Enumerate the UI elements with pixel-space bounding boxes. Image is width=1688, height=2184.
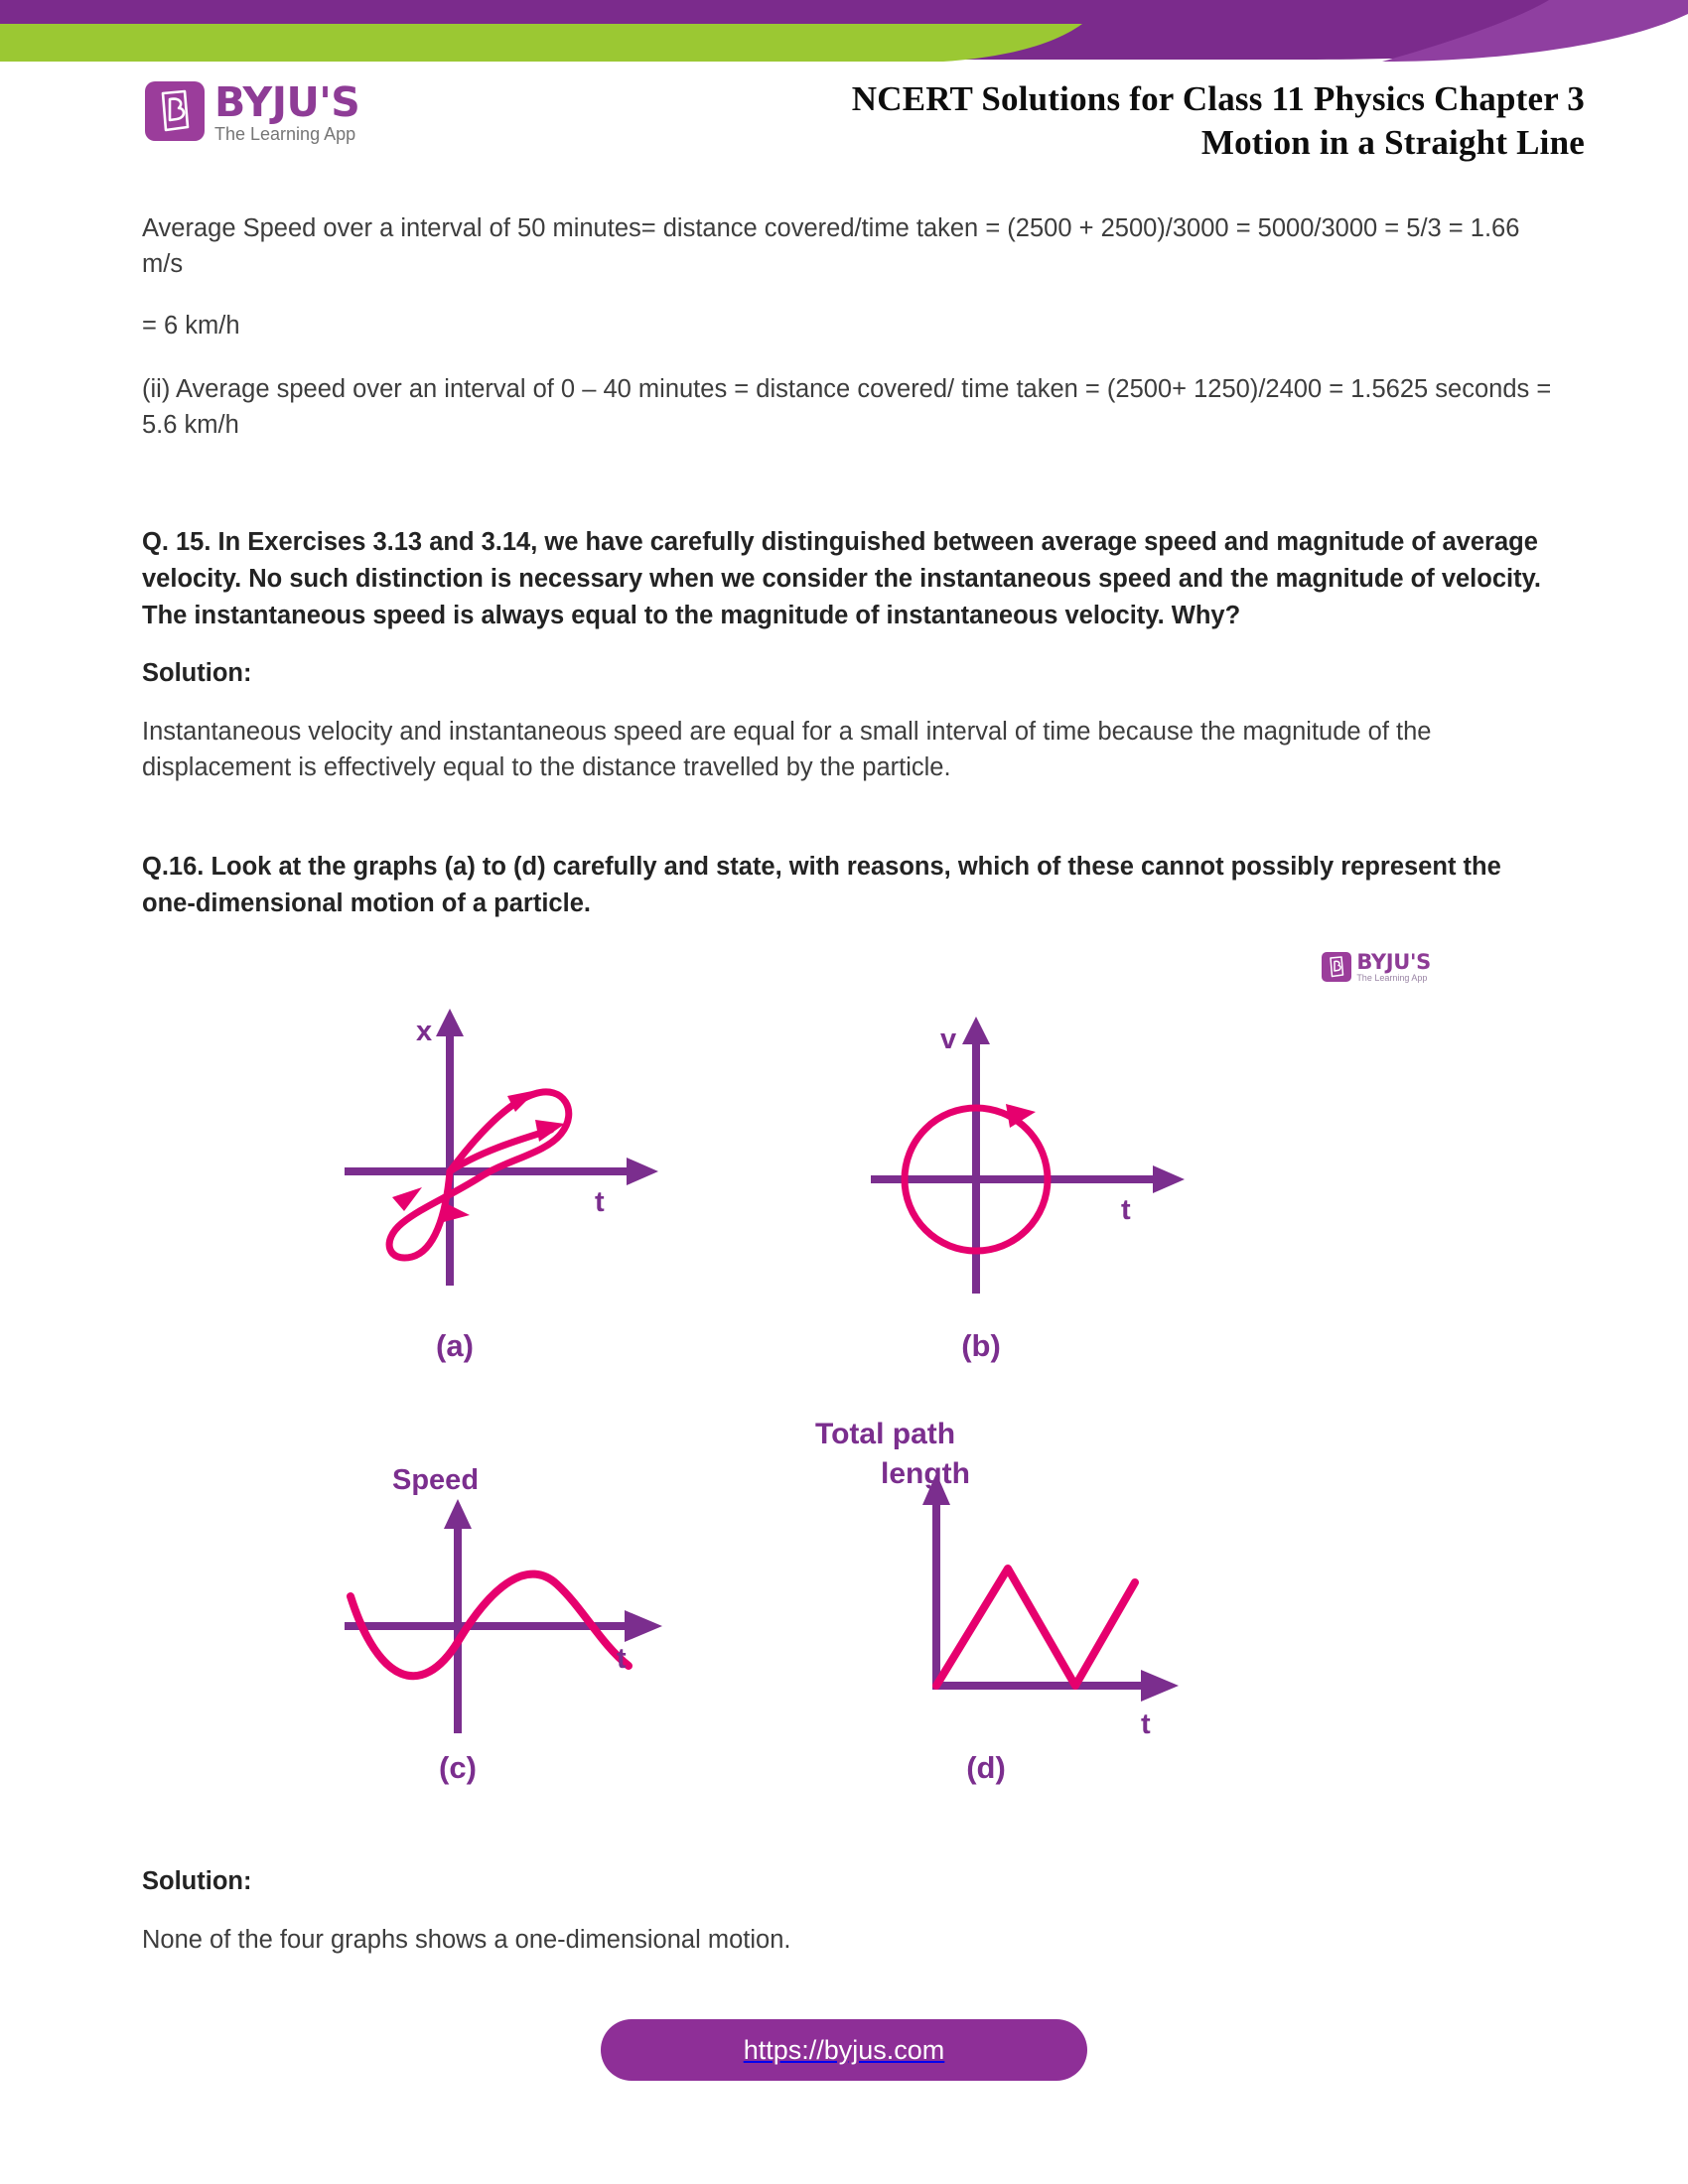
question-15-solution-text: Instantaneous velocity and instantaneous speed are equal for a small interval of time because the magnitude of the displacement is effectively equal to the distance travelled by the particle. (142, 718, 1432, 781)
question-16: Q.16. Look at the graphs (a) to (d) carefully and state, with reasons, which of these cannot possibly represent the one-dimensional motion of a particle. (142, 853, 1501, 917)
byjus-watermark-wordmark: BYJU'S (1356, 950, 1431, 974)
graph-a-y-axis-label: x (416, 1016, 433, 1047)
graph-d (815, 1388, 1195, 1745)
question-15: Q. 15. In Exercises 3.13 and 3.14, we have carefully distinguished between average speed and magnitude of average velocity. No such distinction is necessary when we consider the instantaneous speed and the magnitude of velocity. The instantaneous speed is always equal to the magnitude of instantaneous velocity. Why? (142, 528, 1541, 629)
graph-a (331, 1013, 658, 1300)
question-16-solution-label: Solution: (142, 1867, 252, 1895)
byjus-logo (145, 78, 360, 144)
graph-b-y-axis-label: v (940, 1024, 957, 1055)
graph-d-caption: (d) (966, 1750, 1006, 1785)
graph-a-x-axis-label: t (595, 1186, 605, 1218)
graph-c-caption: (c) (439, 1750, 477, 1785)
page-title-line-1: NCERT Solutions for Class 11 Physics Chapter 3 (851, 79, 1585, 118)
graph-d-y-axis-label-line1: Total path (815, 1418, 956, 1450)
footer-website-link[interactable] (601, 2019, 1087, 2081)
question-16-solution-text: None of the four graphs shows a one-dimensional motion. (142, 1926, 791, 1954)
graph-c-y-axis-label: Speed (392, 1464, 480, 1496)
graph-c-x-axis-label: t (617, 1643, 627, 1675)
graph-d-x-axis-label: t (1141, 1708, 1151, 1740)
paragraph-average-speed-40min: (ii) Average speed over an interval of 0 – 40 minutes = distance covered/ time taken = (2500+ 1250)/2400 = 1.5625 seconds = 5.6 km/h (142, 375, 1552, 439)
byjus-logo-mark-icon (145, 81, 205, 141)
paragraph-average-speed-50min: Average Speed over a interval of 50 minutes= distance covered/time taken = (2500 + 2500)/3000 = 5000/3000 = 5/3 = 1.66 m/s (142, 214, 1520, 278)
document-body (142, 210, 1552, 944)
graph-c (331, 1457, 668, 1745)
graph-b-caption: (b) (961, 1328, 1001, 1363)
byjus-logo-wordmark: BYJU'S (214, 78, 360, 126)
footer-website-url: https://byjus.com (743, 2034, 945, 2065)
page-title-line-2: Motion in a Straight Line (1200, 123, 1585, 162)
graph-d-y-axis-label-line2: length (881, 1457, 970, 1490)
graph-b (857, 1021, 1185, 1308)
page-title (852, 77, 1585, 165)
header-banner (0, 0, 1688, 62)
paragraph-6kmh: = 6 km/h (142, 312, 240, 340)
byjus-watermark-tagline: The Learning App (1356, 973, 1428, 983)
graph-a-caption: (a) (436, 1328, 474, 1363)
graph-b-x-axis-label: t (1121, 1194, 1131, 1226)
question-16-solution-block (142, 1864, 1552, 1985)
graphs-figure (142, 951, 1552, 1864)
byjus-logo-tagline: The Learning App (214, 124, 356, 144)
question-15-solution-label: Solution: (142, 659, 252, 687)
